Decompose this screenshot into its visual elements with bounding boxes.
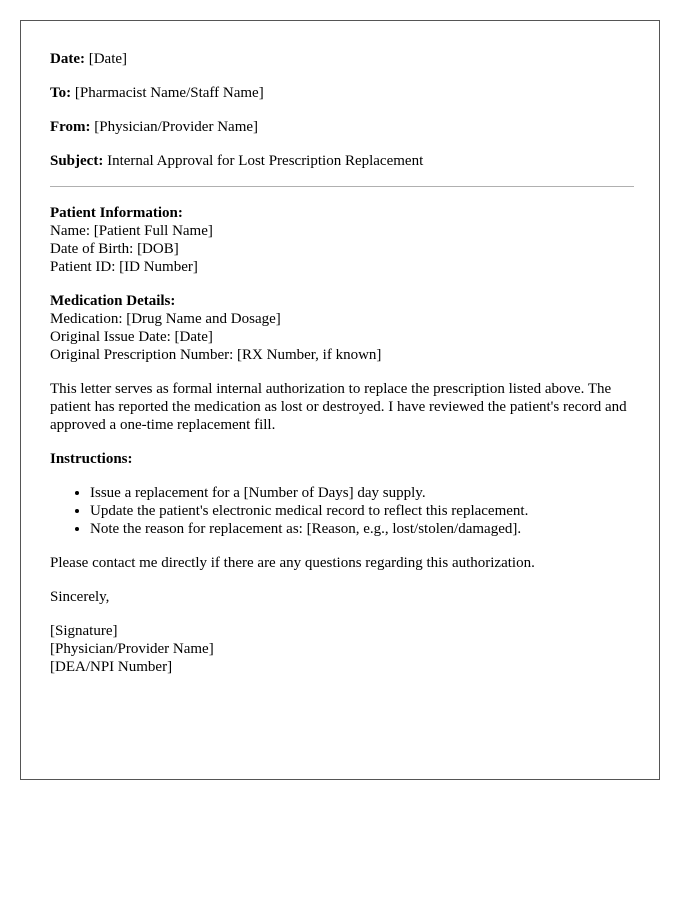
from-label: From: (50, 119, 91, 135)
instruction-item: • Update the patient's electronic medical record to reflect this replacement. (90, 502, 634, 520)
patient-id: Patient ID: [ID Number] (50, 259, 198, 275)
dea-npi-number: [DEA/NPI Number] (50, 659, 173, 675)
from-value: [Physician/Provider Name] (94, 119, 259, 135)
date-label: Date: (50, 51, 85, 67)
instruction-item: • Issue a replacement for a [Number of Days] day supply. (90, 484, 634, 502)
patient-dob: Date of Birth: [DOB] (50, 241, 179, 257)
signature-placeholder: [Signature] (50, 623, 118, 639)
to-value: [Pharmacist Name/Staff Name] (74, 85, 264, 101)
patient-name: Name: [Patient Full Name] (50, 223, 213, 239)
date-line (50, 50, 634, 68)
date-value: [Date] (88, 51, 128, 67)
patient-info-heading: Patient Information: (50, 205, 183, 221)
instructions-heading: Instructions: (50, 451, 133, 467)
from-line (50, 118, 634, 136)
letter-page (20, 20, 660, 780)
original-issue-date: Original Issue Date: [Date] (50, 329, 213, 345)
authorization-paragraph: This letter serves as formal internal authorization to replace the prescription listed above. The patient has reported the medication as lost or destroyed. I have reviewed the patient's record and approved a one-time replacement fill. (50, 381, 627, 433)
salutation: Sincerely, (50, 589, 110, 605)
medication-details-heading: Medication Details: (50, 293, 176, 309)
patient-info-section (50, 204, 634, 276)
original-rx-number: Original Prescription Number: [RX Number, if known] (50, 347, 382, 363)
medication-details-section (50, 292, 634, 364)
medication-name: Medication: [Drug Name and Dosage] (50, 311, 281, 327)
subject-value: Internal Approval for Lost Prescription Replacement (107, 153, 424, 169)
to-line (50, 84, 634, 102)
provider-name: [Physician/Provider Name] (50, 641, 214, 657)
instruction-item: • Note the reason for replacement as: [Reason, e.g., lost/stolen/damaged]. (90, 520, 634, 538)
to-label: To: (50, 85, 72, 101)
instructions-list (50, 484, 634, 538)
subject-line (50, 152, 634, 170)
subject-label: Subject: (50, 153, 104, 169)
header-divider (50, 186, 634, 187)
signature-block (50, 622, 634, 676)
contact-paragraph: Please contact me directly if there are any questions regarding this authorization. (50, 555, 535, 571)
letter-content (50, 50, 634, 676)
